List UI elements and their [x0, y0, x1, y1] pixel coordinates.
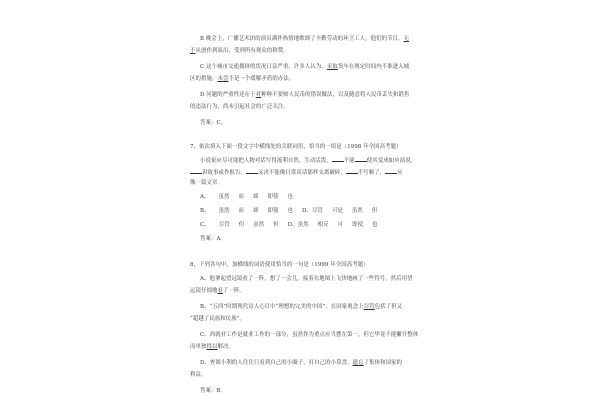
q7-text: 讲故事或作报告， [202, 170, 246, 176]
option-c-line-2 [190, 76, 294, 83]
option-word: D、尽管 [302, 208, 323, 214]
option-word: 虽然 [351, 208, 363, 214]
q8-text: 解决。 [217, 344, 234, 350]
q8-text: 而单独 [190, 344, 207, 350]
option-b-text-cont: 从创作到演出，受到所有观众的称赞。 [195, 48, 289, 54]
option-c-line-1 [200, 64, 409, 71]
option-word: 虽然 [218, 194, 230, 200]
q7-answer: 答案：A。 [200, 236, 226, 242]
blank-line [385, 168, 397, 174]
q8-option-b-line-2: “超越了民族和民族”。 [190, 316, 246, 322]
q7-text: 不能 [343, 158, 355, 164]
q7-option-a [200, 194, 302, 201]
option-word: 可是 [331, 208, 343, 214]
option-word: 虽然 [253, 222, 265, 228]
option-label: C、 [200, 222, 210, 228]
option-word: 即使 [267, 194, 279, 200]
option-b-line-1 [200, 36, 409, 43]
option-word: 而 [238, 194, 244, 200]
option-c-text-cont: 货车在规定时间内不准进入城 [337, 64, 410, 70]
option-d-line-2 [190, 104, 289, 111]
underlined-word: 未尝 [217, 76, 229, 82]
q7-option-c [200, 222, 387, 229]
option-d-line-1 [200, 92, 409, 99]
blank-line [246, 168, 258, 174]
q8-text: 包括了但又 [374, 304, 403, 310]
option-label: B、 [200, 208, 210, 214]
option-word: 也 [287, 208, 294, 214]
option-d-text-cont: 种种不要赔人民币的错误做法，以及随意将人民币丢失和销售 [261, 92, 410, 98]
option-word: 尽管 [218, 222, 230, 228]
q7-text: 使其变成如应演说， [366, 158, 417, 164]
underlined-word: 尽管 [363, 304, 375, 310]
blank-line [355, 156, 367, 162]
q8-option-d-line-2: 利益。 [190, 372, 207, 378]
option-c-text-3: 不是一个缓解矛盾的办法。 [228, 76, 295, 82]
option-label: A、 [200, 194, 210, 200]
option-word: D、虽然 [287, 222, 309, 228]
option-b-line-2 [190, 48, 289, 55]
q7-text: 小说家应尽可能把人物对话写得流利自然，生动活泼， [200, 158, 332, 164]
underlined-word: 无 [403, 36, 410, 42]
underlined-word: 对 [255, 92, 262, 98]
q7-text: 应 [397, 170, 403, 176]
option-word: 却 [252, 194, 259, 200]
blank-line [346, 168, 358, 174]
q8-option-c-line-2 [190, 344, 234, 351]
blank-line [332, 156, 344, 162]
q8-answer: 答案：B。 [200, 388, 227, 394]
option-word: 但 [238, 222, 245, 228]
option-word: 相反 [317, 222, 329, 228]
option-word: 却 [253, 208, 259, 214]
q7-option-b [200, 208, 386, 215]
q8-option-c-line-1: C、西就业工作是就业工作的一部分，虽然作为重点应当摆在第一，但它毕竟不能撇开整体 [200, 332, 419, 338]
underlined-word: 采取 [326, 64, 338, 70]
q8-text: 远镜仔细地 [190, 288, 218, 294]
underlined-word: 遗忘 [352, 360, 364, 366]
option-c-text: C 这个城市交通拥挤的状况日益严重，许多人认为， [200, 64, 327, 70]
q7-text: 不写顺了， [357, 170, 386, 176]
option-word: 也 [372, 222, 378, 228]
blank-line [190, 168, 202, 174]
underlined-word: 不 [190, 48, 196, 54]
option-d-text-2: 的违法行为，尚未引起社会的广泛关注。 [190, 104, 289, 110]
q8-text: B、“五四”时期现代诗人心目中“理想的完美的中国”，在国家观念上 [200, 304, 364, 310]
option-word: 虽然 [218, 208, 230, 214]
option-b-text: B 晚会上，广播艺术团的演员满怀热情地歌颂了辛勤劳动的环卫工人，他们的节目， [200, 36, 404, 42]
q8-option-b-line-1 [200, 304, 402, 311]
underlined-word: 看 [217, 288, 223, 294]
q7-title: 7、依次填入下面一段文字中横线处的关联词语，恰当的一组是（1998 年全国高考题） [190, 144, 402, 150]
q8-text: 了集体和国家的 [363, 360, 403, 366]
option-word: 也 [287, 194, 293, 200]
q8-title: 8、下列各句中，加横线的词语使用恰当的一句是（1999 年全国高考题） [190, 262, 369, 268]
q8-text: D、查图小利的人往往只看到自己的小圈子，打自己的小算盘， [200, 360, 353, 366]
q8-option-a-line-2 [190, 288, 245, 295]
option-word: 但 [273, 222, 279, 228]
option-c-text-2: 区的措施， [190, 76, 218, 82]
option-word: 而 [238, 208, 245, 214]
q8-text: 了一阵。 [222, 288, 245, 294]
q7-line-1 [200, 156, 416, 165]
option-d-text: D 问题的严重性还在于 [200, 92, 256, 98]
option-word: 即使 [352, 222, 364, 228]
answer-prev: 答案：C。 [200, 120, 227, 126]
option-word: 即使 [267, 208, 279, 214]
q7-line-2 [190, 168, 403, 177]
option-word: 但 [371, 208, 378, 214]
q7-line-3: 像一篇文章。 [190, 180, 223, 186]
q8-option-d-line-1 [200, 360, 402, 367]
q7-text: 又决不能像日常谈话那样支离破碎， [257, 170, 346, 176]
q8-option-a-line-1: A、他拿起望远镜看了一阵，想了一会儿，接着在地图上飞快地画了一些符号，然后用望 [200, 276, 413, 282]
option-word: 可 [337, 222, 344, 228]
underlined-word: 得以 [206, 344, 218, 350]
